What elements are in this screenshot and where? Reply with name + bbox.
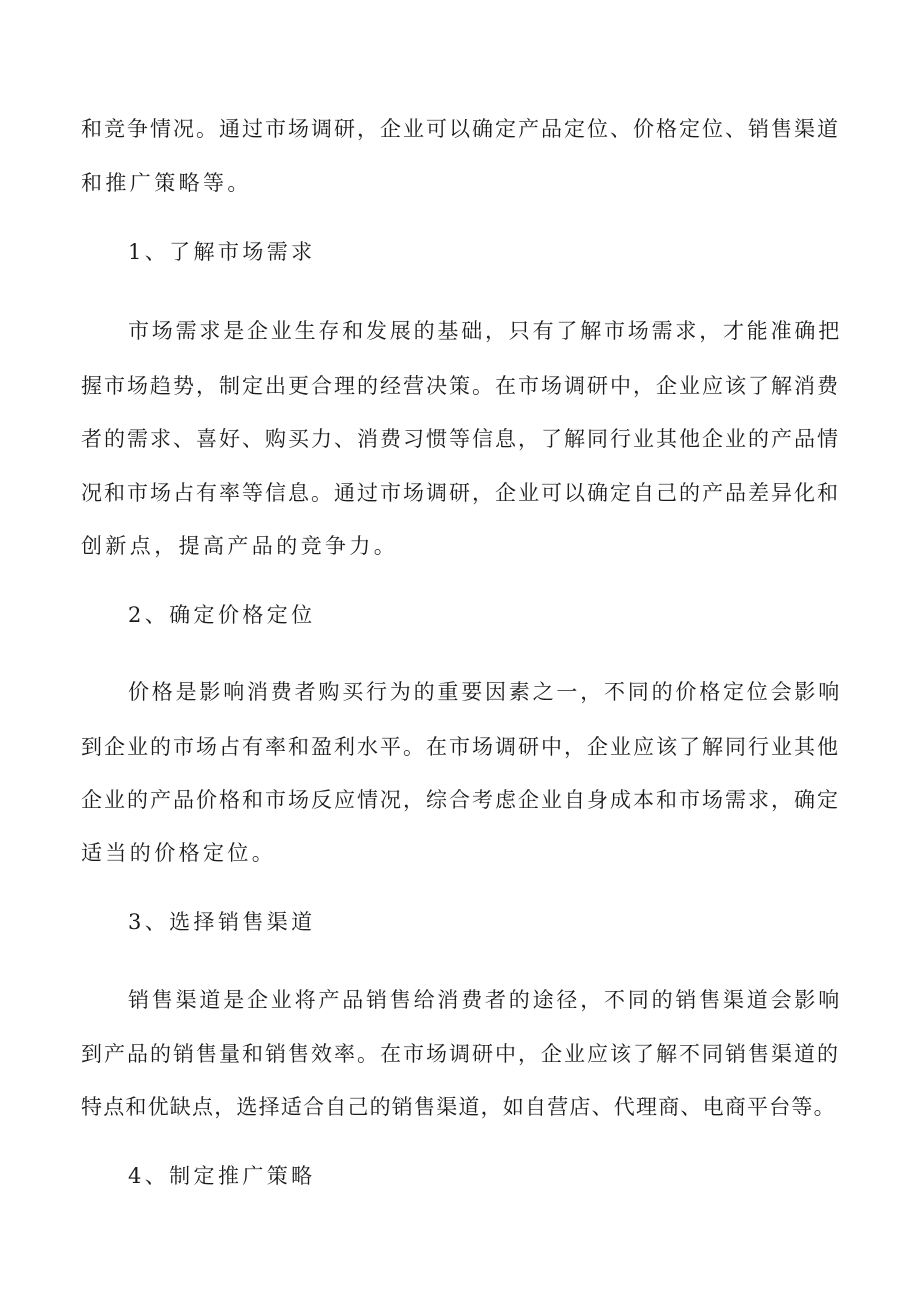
paragraph-line: 到产品的销售量和销售效率。在市场调研中，企业应该了解不同销售渠道的	[81, 1042, 840, 1066]
paragraph-line: 特点和优缺点，选择适合自己的销售渠道，如自营店、代理商、电商平台等。	[81, 1095, 836, 1119]
section-heading: 1、了解市场需求	[128, 240, 316, 264]
paragraph-line: 握市场趋势，制定出更合理的经营决策。在市场调研中，企业应该了解消费	[81, 374, 840, 398]
paragraph-line: 企业的产品价格和市场反应情况，综合考虑企业自身成本和市场需求，确定	[81, 788, 840, 812]
paragraph-line: 和竞争情况。通过市场调研，企业可以确定产品定位、价格定位、销售渠道	[81, 117, 840, 141]
paragraph-line: 和推广策略等。	[81, 171, 252, 195]
section-heading: 3、选择销售渠道	[128, 910, 316, 934]
section-heading: 4、制定推广策略	[128, 1164, 316, 1188]
paragraph-line: 到企业的市场占有率和盈利水平。在市场调研中，企业应该了解同行业其他	[81, 735, 840, 759]
paragraph-line: 销售渠道是企业将产品销售给消费者的途径，不同的销售渠道会影响	[128, 988, 842, 1012]
paragraph-line: 创新点，提高产品的竞争力。	[81, 534, 399, 558]
paragraph-line: 者的需求、喜好、购买力、消费习惯等信息，了解同行业其他企业的产品情	[81, 427, 840, 451]
paragraph-line: 况和市场占有率等信息。通过市场调研，企业可以确定自己的产品差异化和	[81, 481, 840, 505]
section-heading: 2、确定价格定位	[128, 603, 316, 627]
paragraph-line: 适当的价格定位。	[81, 841, 277, 865]
paragraph-line: 市场需求是企业生存和发展的基础，只有了解市场需求，才能准确把	[128, 319, 842, 343]
paragraph-line: 价格是影响消费者购买行为的重要因素之一，不同的价格定位会影响	[128, 680, 842, 704]
